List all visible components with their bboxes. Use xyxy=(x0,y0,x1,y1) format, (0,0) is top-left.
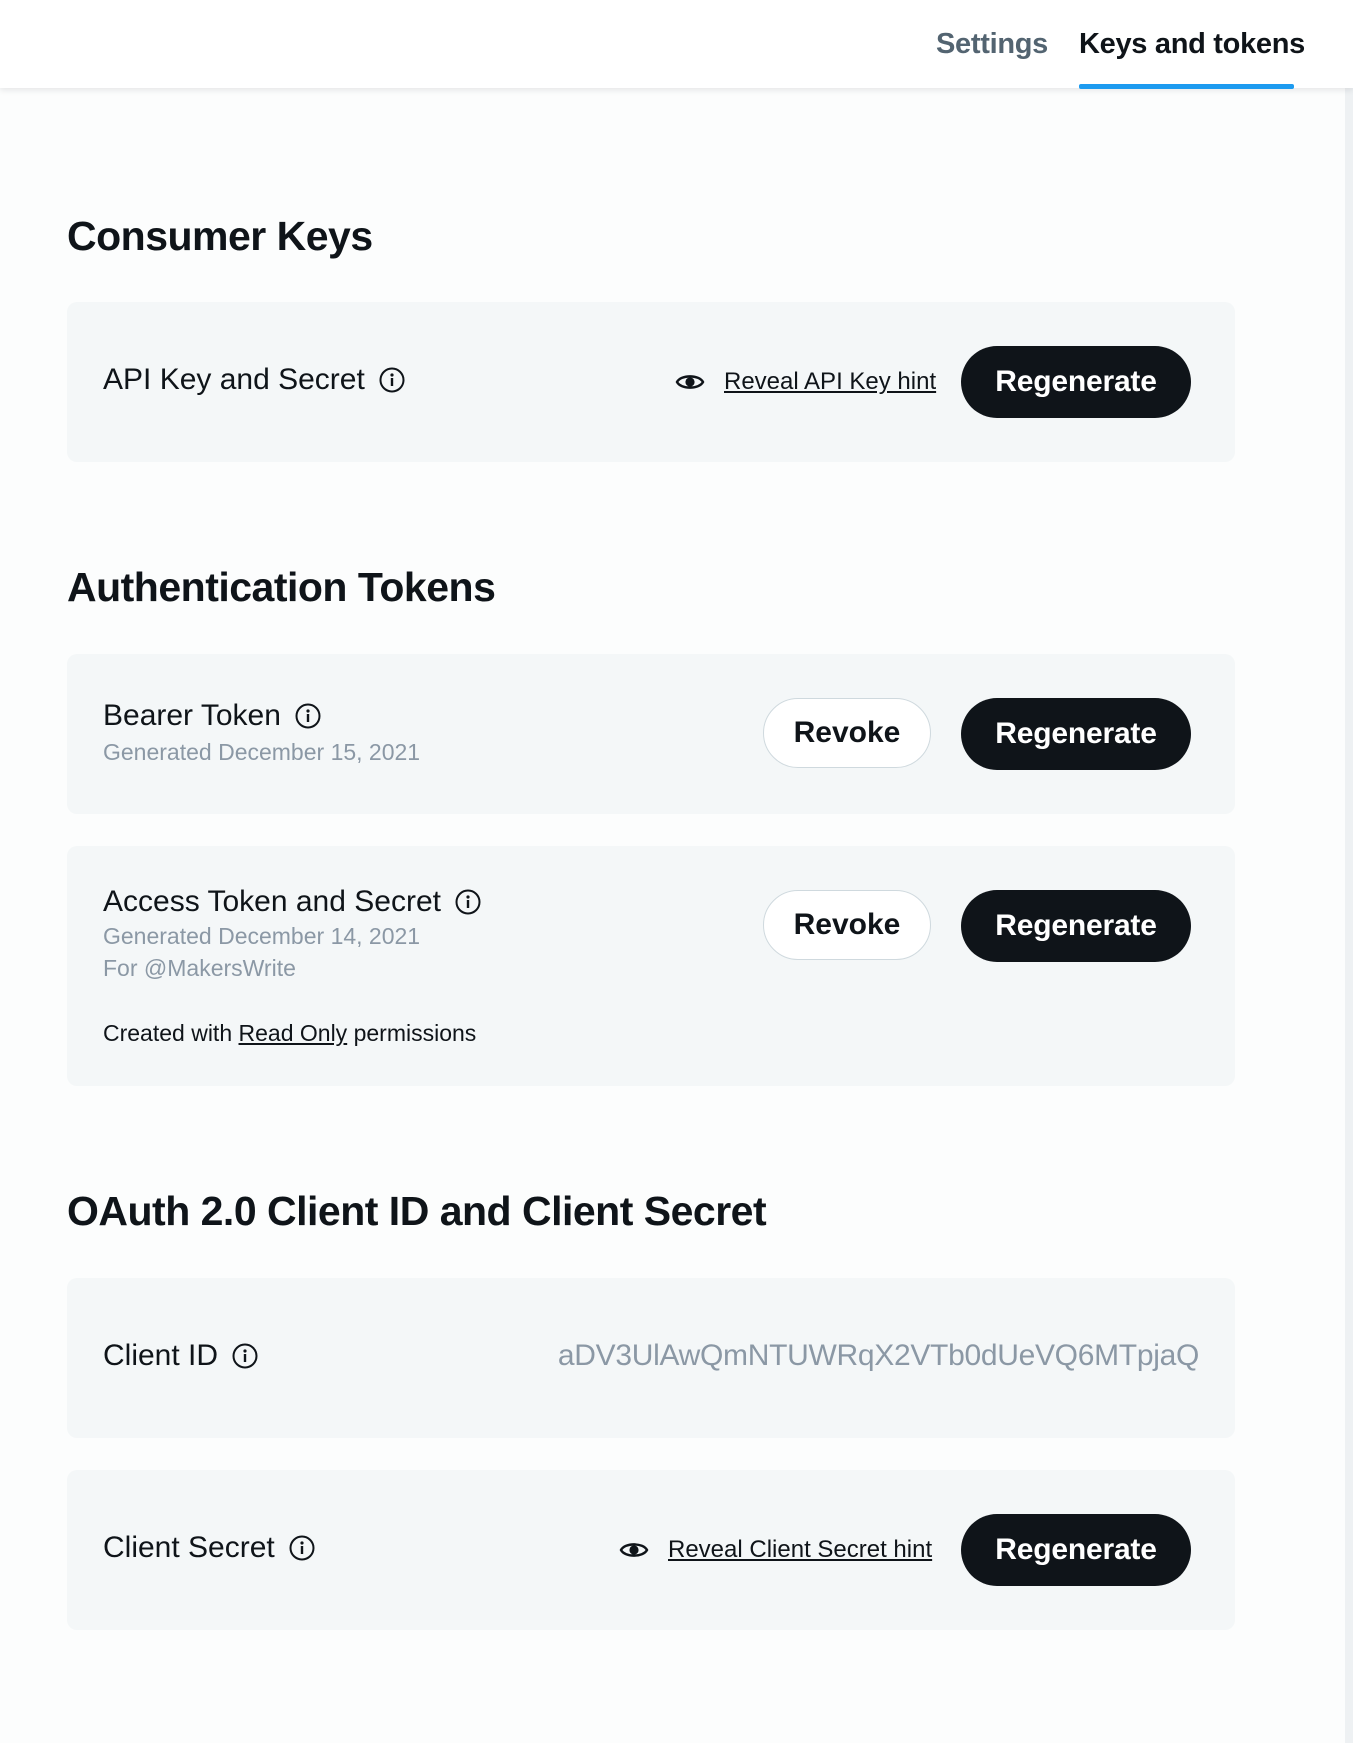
info-icon[interactable] xyxy=(232,1343,258,1369)
card-access-token xyxy=(67,846,1235,1086)
revoke-access-button[interactable]: Revoke xyxy=(763,890,931,960)
client-id-label-row xyxy=(103,1338,258,1374)
regenerate-access-button[interactable]: Regenerate xyxy=(961,890,1191,962)
access-token-label: Access Token and Secret xyxy=(103,885,441,918)
reveal-api-key-hint[interactable] xyxy=(675,368,936,396)
eye-icon xyxy=(675,371,705,393)
info-icon[interactable] xyxy=(455,889,481,915)
reveal-client-secret-link[interactable]: Reveal Client Secret hint xyxy=(668,1536,933,1563)
reveal-client-secret-hint[interactable] xyxy=(619,1536,932,1564)
read-only-link[interactable]: Read Only xyxy=(238,1020,348,1046)
permissions-line xyxy=(103,1017,476,1049)
regenerate-api-key-button[interactable]: Regenerate xyxy=(961,346,1191,418)
info-icon[interactable] xyxy=(289,1535,315,1561)
bearer-label-row xyxy=(103,698,321,734)
info-icon[interactable] xyxy=(379,367,405,393)
client-id-value: aDV3UlAwQmNTUWRqX2VTb0dUeVQ6MTpjaQ xyxy=(557,1339,1199,1372)
tab-keys-and-tokens[interactable]: Keys and tokens xyxy=(1079,27,1305,60)
scrollbar-track[interactable] xyxy=(1345,88,1353,1743)
access-for-user: For @MakersWrite xyxy=(103,955,296,981)
section-title-oauth: OAuth 2.0 Client ID and Client Secret xyxy=(67,1188,767,1234)
revoke-bearer-button[interactable]: Revoke xyxy=(763,698,931,768)
info-icon[interactable] xyxy=(295,703,321,729)
api-key-label-row xyxy=(103,362,405,398)
tab-settings[interactable]: Settings xyxy=(936,27,1048,60)
permissions-prefix: Created with xyxy=(103,1020,233,1046)
client-id-label: Client ID xyxy=(103,1339,219,1372)
regenerate-client-secret-button[interactable]: Regenerate xyxy=(961,1514,1191,1586)
client-secret-label: Client Secret xyxy=(103,1531,275,1564)
top-nav xyxy=(0,0,1353,88)
regenerate-bearer-button[interactable]: Regenerate xyxy=(961,698,1191,770)
card-client-id xyxy=(67,1278,1235,1438)
bearer-token-label: Bearer Token xyxy=(103,699,281,732)
section-title-authentication-tokens: Authentication Tokens xyxy=(67,564,496,610)
eye-icon xyxy=(619,1539,649,1561)
card-api-key xyxy=(67,302,1235,462)
client-secret-label-row xyxy=(103,1530,315,1566)
active-tab-indicator xyxy=(1079,84,1294,89)
api-key-label: API Key and Secret xyxy=(103,363,365,396)
permissions-suffix: permissions xyxy=(353,1020,477,1046)
section-title-consumer-keys: Consumer Keys xyxy=(67,213,373,259)
reveal-api-key-link[interactable]: Reveal API Key hint xyxy=(724,368,937,395)
access-label-row xyxy=(103,884,481,920)
bearer-generated-date: Generated December 15, 2021 xyxy=(103,739,421,765)
access-generated-date: Generated December 14, 2021 xyxy=(103,923,421,949)
card-bearer-token xyxy=(67,654,1235,814)
card-client-secret xyxy=(67,1470,1235,1630)
